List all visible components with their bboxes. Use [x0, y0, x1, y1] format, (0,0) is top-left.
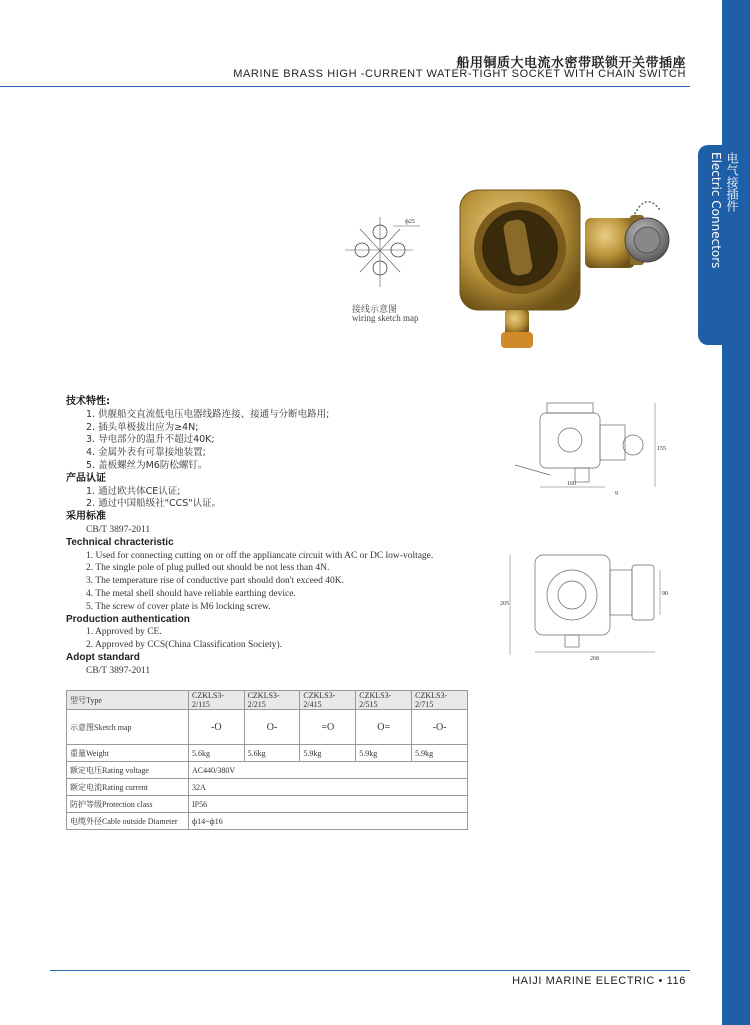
table-cell-current: 32A [189, 779, 468, 796]
cert-en-item: 1. Approved by CE. [86, 627, 162, 638]
page-title-en: MARINE BRASS HIGH -CURRENT WATER-TIGHT SOCKET WITH CHAIN SWITCH [233, 68, 686, 80]
cert-en-item: 2. Approved by CCS(China Classification Society). [86, 640, 283, 651]
std-en-value: CB/T 3897-2011 [86, 665, 151, 676]
table-cell-type: CZKLS3-2/415 [300, 691, 356, 710]
wiring-caption-cn: 接线示意图 [352, 305, 398, 315]
side-tab-cn: 电气接插件 [725, 152, 739, 212]
tech-en-item: 1. Used for connecting cutting on or off the appliancate circuit with AC or DC low-voltage. [86, 550, 434, 561]
cert-en-heading: Production authentication [66, 613, 190, 625]
table-row-protection [67, 796, 468, 813]
dimension-drawing-side [505, 395, 675, 505]
tech-en-item: 3. The temperature rise of conductive part should don't exceed 40K. [86, 576, 344, 587]
tech-en-item: 5. The screw of cover plate is M6 locking screw. [86, 601, 271, 612]
table-label-cable: 电缆外径Cable outside Diameter [67, 813, 189, 830]
std-en-heading: Adopt standard [66, 651, 140, 663]
dwg2-sub-height-label: 90 [662, 591, 668, 597]
page-footer: HAIJI MARINE ELECTRIC • 116 [512, 975, 686, 987]
table-row-current [67, 779, 468, 796]
tech-cn-item: 5. 盖板螺丝为M6防松螺钉。 [86, 459, 208, 471]
dimension-drawing-front [495, 540, 680, 670]
table-row-cable [67, 813, 468, 830]
dwg1-width-label: 160 [567, 481, 576, 487]
table-cell-sketch: =O [300, 710, 356, 745]
tech-cn-item: 1. 供舰船交直流低电压电器线路连接、接通与分断电路用; [86, 408, 330, 420]
table-label-current: 额定电流Rating current [67, 779, 189, 796]
table-cell-cable: ф14~ф16 [189, 813, 468, 830]
table-cell-sketch: -O- [412, 710, 468, 745]
dwg2-width-label: 268 [590, 656, 599, 662]
table-row-type [67, 691, 468, 710]
table-cell-type: CZKLS3-2/215 [244, 691, 300, 710]
tech-en-item: 2. The single pole of plug pulled out should be not less than 4N. [86, 563, 330, 574]
table-cell-weight: 5.9kg [300, 745, 356, 762]
cert-cn-heading: 产品认证 [66, 472, 106, 484]
specification-text [66, 396, 486, 678]
dwg1-height-label: 155 [657, 446, 666, 452]
tech-cn-heading: 技术特性: [66, 396, 110, 407]
wiring-caption-en: wiring sketch map [352, 313, 419, 323]
wiring-dim-label: ф25 [405, 219, 415, 225]
tech-cn-item: 3. 导电部分的温升不超过40K; [86, 434, 215, 446]
table-label-protection: 防护等级Protection class [67, 796, 189, 813]
table-label-weight: 重量Weight [67, 745, 189, 762]
header-divider [0, 86, 690, 87]
table-cell-type: CZKLS3-2/715 [412, 691, 468, 710]
table-cell-weight: 5.9kg [412, 745, 468, 762]
tech-en-item: 4. The metal shell should have reliable earthing device. [86, 588, 296, 599]
std-cn-heading: 采用标准 [66, 511, 106, 523]
table-label-sketch: 示意图Sketch map [67, 710, 189, 745]
std-cn-value: CB/T 3897-2011 [86, 524, 151, 535]
table-row-sketch [67, 710, 468, 745]
table-label-type: 型号Type [67, 691, 189, 710]
brass-socket-product-image [455, 180, 680, 355]
table-row-voltage [67, 762, 468, 779]
dwg2-height-label: 205 [500, 601, 509, 607]
cert-cn-item: 1. 通过欧共体CE认证; [86, 485, 181, 497]
table-cell-type: CZKLS3-2/515 [356, 691, 412, 710]
side-tab-en: Electric Connectors [709, 152, 723, 269]
product-spec-table [66, 690, 468, 830]
footer-divider [50, 970, 690, 971]
table-cell-sketch: O= [356, 710, 412, 745]
table-cell-weight: 5.6kg [189, 745, 245, 762]
table-cell-sketch: -O [189, 710, 245, 745]
table-cell-type: CZKLS3-2/115 [189, 691, 245, 710]
table-row-weight [67, 745, 468, 762]
cert-cn-item: 2. 通过中国船级社"CCS"认证。 [86, 498, 222, 510]
tech-cn-item: 2. 插头单极拔出应为≥4N; [86, 421, 199, 433]
tech-en-heading: Technical chracteristic [66, 536, 174, 548]
tech-cn-item: 4. 金属外表有可靠接地装置; [86, 447, 206, 459]
page-title-cn: 船用铜质大电流水密带联锁开关带插座 [456, 56, 686, 71]
dwg1-depth-label: 9 [615, 491, 618, 497]
table-cell-sketch: O- [244, 710, 300, 745]
table-cell-protection: IP56 [189, 796, 468, 813]
table-cell-weight: 5.9kg [356, 745, 412, 762]
side-tab-text [704, 152, 740, 342]
table-cell-voltage: AC440/380V [189, 762, 468, 779]
table-label-voltage: 额定电压Rating voltage [67, 762, 189, 779]
table-cell-weight: 5.6kg [244, 745, 300, 762]
